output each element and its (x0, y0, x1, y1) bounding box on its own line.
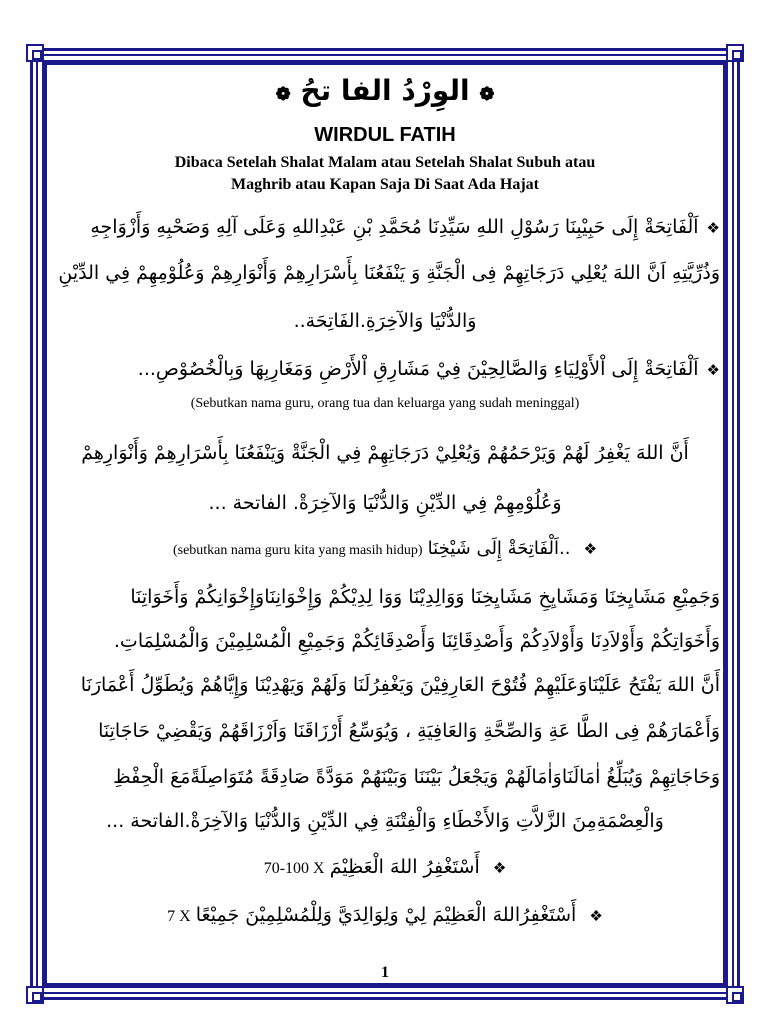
note-deceased: (Sebutkan nama guru, orang tua dan keluarga yang sudah meninggal) (190, 396, 580, 411)
bullet-diamond-icon: ❖ (589, 907, 603, 925)
page-number: 1 (381, 964, 389, 981)
corner-ornament-top-left (26, 44, 44, 62)
section-4-line: (sebutkan nama guru kita yang masih hidup) اَلْفَاتِحَةْ إِلَى شَيْخِنَا.. ❖ (172, 538, 598, 559)
note-living-teacher: (sebutkan nama guru kita yang masih hidup) (172, 543, 423, 558)
istighfar-short-line: 70-100 X أَسْتَغْفِرُ اللهَ الْعَظِيْمَ ❖ (263, 856, 507, 878)
corner-ornament-top-right (726, 44, 744, 62)
bullet-diamond-icon: ❖ (706, 219, 720, 237)
corner-ornament-bottom-left (26, 986, 44, 1004)
section-5-line-3: أَنَّ اللهَ يَفْتَحُ عَلَيْنَاوَعَلَيْهِمْ فُتُوْحَ العَارِفِيْنَ وَيَغْفِرُلَنَا وَلَهُمْ وَيَهْدِيْنَا وَإِيَّاهُمْ وَيُطَوِّلُ أَعْمَارَنَا (80, 674, 720, 696)
section-3-line-2: وَعُلُوْمِهِمْ فِي الدِّيْنِ وَالدُّنْيَا وَالآخِرَةْ. الفاتحة ... (208, 492, 562, 514)
subtitle-line-1: Dibaca Setelah Shalat Malam atau Setelah Shalat Subuh atau (174, 154, 596, 171)
corner-ornament-bottom-right (726, 986, 744, 1004)
istighfar-long-count: 7 X (167, 908, 191, 925)
section-5-line-1: وَجَمِيْعِ مَشَايِخِنَا وَمَشَايِخِ مَشَايِخِنَا وَوَالِدِيْنَا وَوَا لِدِيْكُمْ وَإِخْوَانِنَاوَإِخْوَانِكُمْ وَأَخَوَاتِنَا (130, 586, 720, 608)
section-1-line-1: ❖اَلْفَاتِحَةْ إِلَى حَبِيْبِنَا رَسُوْلِ اللهِ سَيِّدِنَا مُحَمَّدِ بْنِ عَبْدِاللهِ وَعَلَى آلِهِ وَصَحْبِهِ وَأَزْوَاجِهِ (90, 216, 720, 238)
document-content (50, 66, 720, 982)
title-ornament-icon: ❁ (479, 84, 495, 105)
section-5-line-5: وَحَاجَاتِهِمْ وَيُبَلِّغُ اٰمَالَنَاوَاٰمَالَهُمْ وَيَجْعَلُ بَيْنَنَا وَبَيْنَهُمْ مَوَدَّةً صَادِقَةً مُتَوَاصِلَةًمَعَ الْحِفْظِ (113, 766, 720, 788)
subtitle-line-2: Maghrib atau Kapan Saja Di Saat Ada Hajat (230, 176, 540, 193)
title-ornament-icon: ❁ (275, 84, 291, 105)
section-5-line-2: وَأَخَوَاتِكُمْ وَأَوْلاَدِنَا وَأَوْلاَدِكُمْ وَأَصْدِقَائِنَا وَأَصْدِقَائِكُمْ وَجَمِيْعِ الْمُسْلِمِيْنَ وَالْمُسْلِمَاتِ. (113, 630, 720, 652)
section-1-line-3: وَالدُّنْيَا وَالآخِرَةِ.الفَاتِحَة.. (293, 310, 477, 332)
section-3-line-1: أَنَّ اللهَ يَغْفِرُ لَهُمْ وَيَرْحَمُهُمْ وَيُعْلِيْ دَرَجَاتِهِمْ فِي الْجَنَّةْ وَيَنْفَعُنَا بِأَسْرَارِهِمْ وَأَنْوَارِهِمْ (81, 442, 689, 464)
bullet-diamond-icon: ❖ (583, 540, 598, 558)
istighfar-long-line: 7 X أَسْتَغْفِرُاللهَ الْعَظِيْمَ لِيْ وَلِوَالِدَيَّ وَلِلْمُسْلِمِيْنَ جَمِيْعًا ❖ (167, 904, 603, 926)
section-5-line-6: وَالْعِصْمَةِمِنَ الزَّلاَّتِ وَالأَخْطَاءِ وَالْفِتْنَةِ فِي الدِّيْنِ وَالدُّنْيَا وَالآخِرَةْ.الفاتحة ... (106, 810, 664, 832)
section-2-line: ❖اَلْفَاتِحَةْ إِلَى اْلأَوْلِيَاءِ وَالصَّالِحِيْنَ فِيْ مَشَارِقِ اْلأَرْضِ وَمَغَارِبِهَا وَبِالْخُصُوْصِ... (137, 358, 720, 380)
bullet-diamond-icon: ❖ (706, 361, 720, 379)
bullet-diamond-icon: ❖ (492, 859, 507, 877)
istighfar-short-count: 70-100 X (263, 860, 325, 877)
arabic-title: ❁ الوِرْدُ الفا تحُ ❁ (275, 74, 495, 107)
section-5-line-4: وَأَعْمَارَهُمْ فِى الطَّا عَةِ وَالصِّحَّةِ وَالعَافِيَةِ ، وَيُوَسِّعُ أَرْزَاقَنَا وَاَرْزَاقَهُمْ وَيَقْضِيْ حَاجَاتِنَا (98, 720, 720, 742)
section-1-line-2: وَذُرِّيَّتِهِ اَنَّ اللهَ يُعْلِي دَرَجَاتِهِمْ فِى الْجَنَّةِ وَ يَنْفَعُنَا بِأَسْرَارِهِمْ وَأَنْوَارِهِمْ وَعُلُوْمِهِمْ فِي الدِّيْنِ (58, 262, 720, 284)
latin-title: WIRDUL FATIH (314, 124, 456, 146)
